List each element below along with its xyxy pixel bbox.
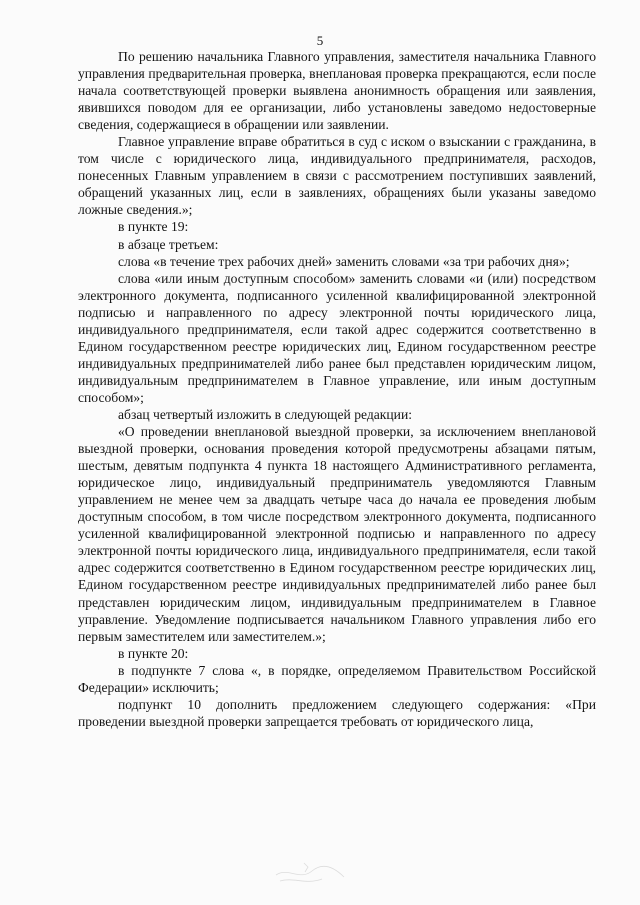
paragraph-item-20: в пункте 20:	[118, 645, 189, 661]
paragraph-subparagraph-three: в абзаце третьем:	[118, 236, 219, 252]
paragraph-item-19: в пункте 19:	[118, 219, 189, 235]
paragraph-electronic-document: слова «или иным доступным способом» заменить словами «и (или) посредством электронного документа, подписанного усиленной квалифицированной электронной подписью и направленного по адресу электронной почты юридического лица, индивидуального предпринимателя, если такой адрес содержится соответственно в Едином государственном реестре юридических лиц, Едином государственном реестре индивидуальных предпринимателей либо ранее был представлен юридическим лицом, индивидуальным предпринимателем в Главное управление, или иным доступным способом»;	[78, 270, 596, 405]
page-number: 5	[316, 33, 324, 48]
paragraph-three-days: слова «в течение трех рабочих дней» заменить словами «за три рабочих дня»;	[118, 253, 570, 269]
paragraph-subitem-10: подпункт 10 дополнить предложением следующего содержания: «При проведении выездной проверки запрещается требовать от юридического лица,	[78, 696, 596, 729]
faint-stamp-mark	[270, 857, 350, 887]
paragraph-subitem-7: в подпункте 7 слова «, в порядке, определяемом Правительством Российской Федерации» исключить;	[78, 662, 596, 695]
document-body	[78, 48, 596, 730]
paragraph-termination: По решению начальника Главного управления, заместителя начальника Главного управления предварительная проверка, внеплановая проверка прекращаются, если после начала соответствующей проверки выявлена анонимность обращения или заявления, явившихся поводом для ее организации, либо установлены заведомо недостоверные сведения, содержащиеся в обращении или заявлении.	[78, 49, 596, 133]
paragraph-court-claim: Главное управление вправе обратиться в суд с иском о взыскании с гражданина, в том числе с юридического лица, индивидуального предпринимателя, расходов, понесенных Главным управлением в связи с рассмотрением поступивших заявлений, обращений указанных лиц, если в заявлениях, обращениях были указаны заведомо ложные сведения.»;	[78, 134, 596, 218]
paragraph-fourth-abzac: абзац четвертый изложить в следующей редакции:	[118, 406, 413, 422]
paragraph-unscheduled-inspection: «О проведении внеплановой выездной проверки, за исключением внеплановой выездной проверки, основания проведения которой предусмотрены абзацами пятым, шестым, девятым подпункта 4 пункта 18 настоящего Административного регламента, юридическое лицо, индивидуальный предприниматель уведомляются Главным управлением не менее чем за двадцать четыре часа до начала ее проведения любым доступным способом, в том числе посредством электронного документа, подписанного усиленной квалифицированной электронной подписью и направленного по адресу электронной почты юридического лица, индивидуального предпринимателя, если такой адрес содержится соответственно в Едином государственном реестре юридических лиц, Едином государственном реестре индивидуальных предпринимателей либо ранее был представлен юридическим лицом, индивидуальным предпринимателем в Главное управление. Уведомление подписывается начальником Главного управления либо его первым заместителем или заместителем.»;	[78, 424, 596, 644]
